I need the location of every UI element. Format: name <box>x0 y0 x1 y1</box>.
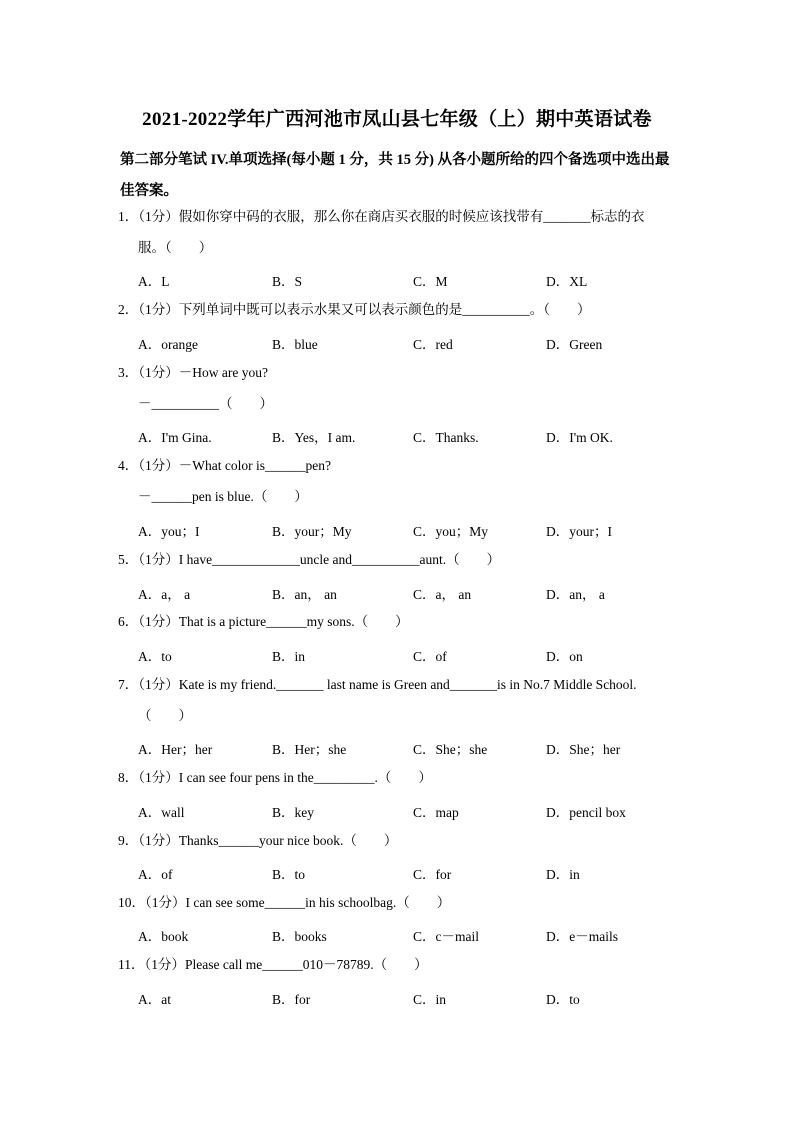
question-6 <box>118 606 688 637</box>
option-d[interactable]: D．pencil box <box>546 805 626 820</box>
question-8 <box>118 762 688 793</box>
option-c[interactable]: C．of <box>413 649 447 664</box>
options-q2 <box>138 333 698 357</box>
question-text: 11．（1分）Please call me______010－78789.（ ） <box>118 957 428 972</box>
option-b[interactable]: B．books <box>272 929 327 944</box>
option-a[interactable]: A．L <box>138 274 170 289</box>
question-1 <box>118 201 688 263</box>
option-c[interactable]: C．M <box>413 274 448 289</box>
section-intro: 第二部分笔试 IV.单项选择(每小题 1 分，共 15 分) 从各小题所给的四个备选项中选出最佳答案。 <box>120 152 670 199</box>
options-q3 <box>138 426 698 450</box>
option-a[interactable]: A．Her；her <box>138 742 213 757</box>
option-c[interactable]: C．map <box>413 805 459 820</box>
option-a[interactable]: A．book <box>138 929 189 944</box>
question-3 <box>118 357 688 419</box>
options-q5 <box>138 583 698 607</box>
option-b[interactable]: B．Yes，I am. <box>272 430 356 445</box>
question-text: 1．（1分）假如你穿中码的衣服，那么你在商店买衣服的时候应该找带有_______标志的衣 <box>118 209 645 224</box>
question-text-continued: －______pen is blue.（ ） <box>138 489 308 504</box>
question-7 <box>118 669 688 731</box>
option-c[interactable]: C．red <box>413 337 453 352</box>
option-a[interactable]: A．of <box>138 867 173 882</box>
option-d[interactable]: D．to <box>546 992 580 1007</box>
option-a[interactable]: A．wall <box>138 805 185 820</box>
option-b[interactable]: B．Her；she <box>272 742 347 757</box>
question-text-continued: （ ） <box>138 708 192 723</box>
option-c[interactable]: C．Thanks. <box>413 430 479 445</box>
option-c[interactable]: C．She；she <box>413 742 488 757</box>
option-d[interactable]: D．I'm OK. <box>546 430 613 445</box>
question-11 <box>118 949 688 980</box>
options-q6 <box>138 645 698 669</box>
question-text: 3．（1分）－How are you? <box>118 365 268 380</box>
option-b[interactable]: B．blue <box>272 337 318 352</box>
options-q7 <box>138 738 698 762</box>
exam-title: 2021-2022学年广西河池市凤山县七年级（上）期中英语试卷 <box>142 109 652 130</box>
question-text: 2．（1分）下列单词中既可以表示水果又可以表示颜色的是__________。（ ） <box>118 302 591 317</box>
option-a[interactable]: A．you；I <box>138 524 200 539</box>
question-text: 5．（1分）I have_____________uncle and__________aunt.（ ） <box>118 552 501 567</box>
option-d[interactable]: D．e－mails <box>546 929 618 944</box>
option-c[interactable]: C．in <box>413 992 447 1007</box>
question-text: 10．（1分）I can see some______in his schoolbag.（ ） <box>118 895 451 910</box>
question-10 <box>118 887 688 918</box>
option-b[interactable]: B．in <box>272 649 306 664</box>
option-b[interactable]: B．an， an <box>272 587 337 602</box>
option-d[interactable]: D．an， a <box>546 587 605 602</box>
options-q1 <box>138 270 698 294</box>
option-c[interactable]: C．for <box>413 867 452 882</box>
option-a[interactable]: A．orange <box>138 337 198 352</box>
options-q11 <box>138 988 698 1012</box>
options-q8 <box>138 801 698 825</box>
option-a[interactable]: A．I'm Gina. <box>138 430 212 445</box>
option-a[interactable]: A．at <box>138 992 171 1007</box>
question-4 <box>118 450 688 512</box>
question-2 <box>118 294 688 325</box>
option-c[interactable]: C．c－mail <box>413 929 479 944</box>
option-d[interactable]: D．in <box>546 867 580 882</box>
option-c[interactable]: C．a， an <box>413 587 472 602</box>
question-5 <box>118 544 688 575</box>
option-d[interactable]: D．your；I <box>546 524 612 539</box>
option-d[interactable]: D．Green <box>546 337 603 352</box>
option-b[interactable]: B．key <box>272 805 314 820</box>
options-q4 <box>138 520 698 544</box>
option-b[interactable]: B．S <box>272 274 303 289</box>
question-text-continued: 服。（ ） <box>138 240 213 255</box>
option-b[interactable]: B．to <box>272 867 306 882</box>
option-a[interactable]: A．a， a <box>138 587 191 602</box>
question-text: 4．（1分）－What color is______pen? <box>118 458 331 473</box>
option-d[interactable]: D．XL <box>546 274 588 289</box>
option-b[interactable]: B．for <box>272 992 311 1007</box>
option-d[interactable]: D．on <box>546 649 583 664</box>
question-9 <box>118 825 688 856</box>
question-text: 7．（1分）Kate is my friend._______ last name is Green and_______is in No.7 Middle School. <box>118 677 637 692</box>
question-text: 8．（1分）I can see four pens in the_________.（ ） <box>118 770 432 785</box>
question-text-continued: －__________（ ） <box>138 396 273 411</box>
options-q10 <box>138 925 698 949</box>
option-a[interactable]: A．to <box>138 649 172 664</box>
option-c[interactable]: C．you；My <box>413 524 489 539</box>
option-d[interactable]: D．She；her <box>546 742 621 757</box>
options-q9 <box>138 863 698 887</box>
option-b[interactable]: B．your；My <box>272 524 352 539</box>
question-text: 9．（1分）Thanks______your nice book.（ ） <box>118 833 398 848</box>
question-text: 6．（1分）That is a picture______my sons.（ ） <box>118 614 409 629</box>
